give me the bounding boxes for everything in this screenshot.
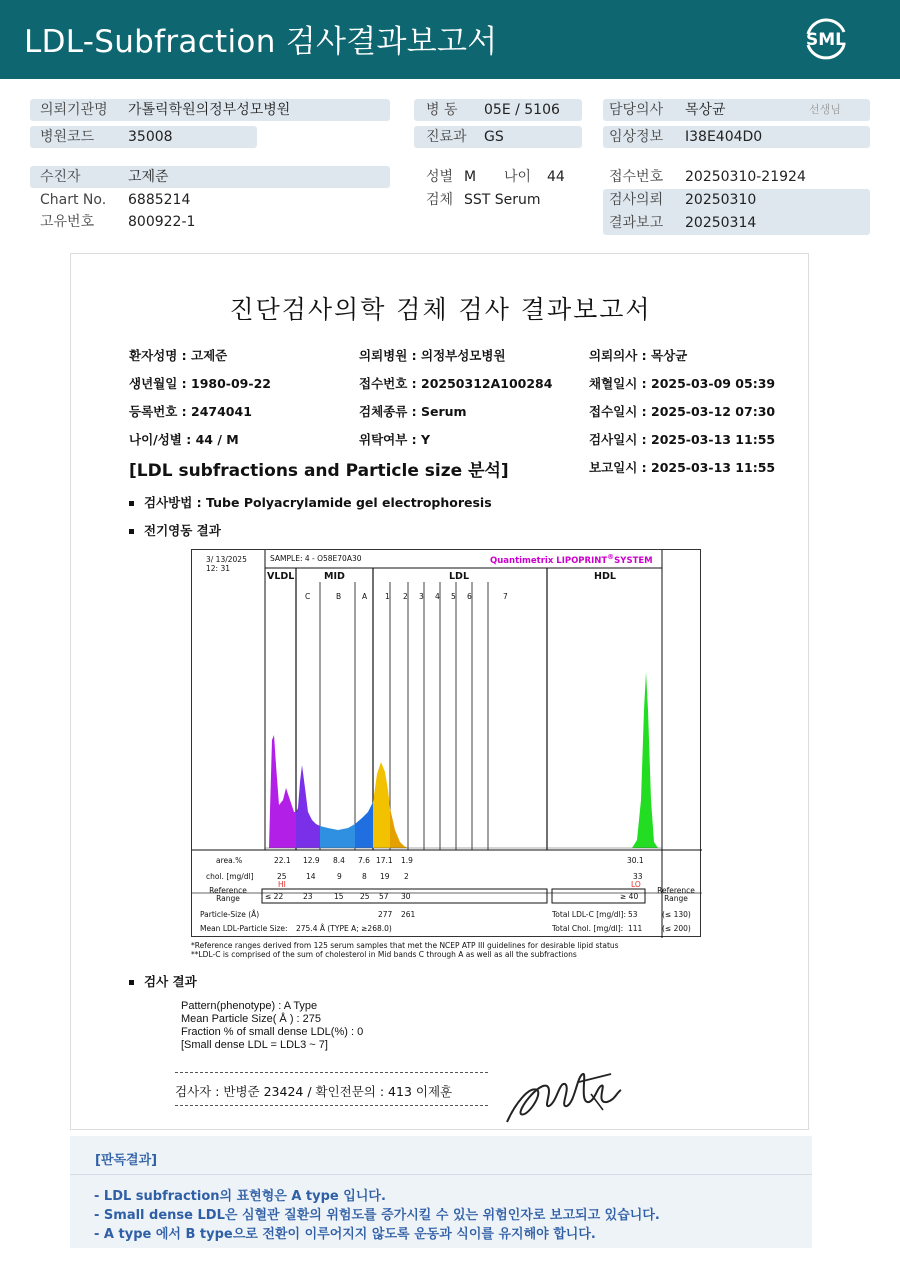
ref-value: 25 bbox=[360, 892, 370, 901]
judgement-title: [판독결과] bbox=[95, 1153, 158, 1168]
total-chol-label: Total Chol. [mg/dl]: bbox=[552, 924, 624, 933]
sex-value: M bbox=[464, 169, 477, 185]
hospital-code-row bbox=[30, 126, 257, 148]
chart-value: 6885214 bbox=[128, 192, 191, 208]
area-value: 22.1 bbox=[274, 856, 291, 865]
clinical-value: I38E404D0 bbox=[685, 129, 763, 145]
band-label: 7 bbox=[503, 592, 508, 601]
group-mid: MID bbox=[324, 571, 345, 582]
ref-value: 30 bbox=[401, 892, 411, 901]
age-label: 나이 bbox=[504, 169, 532, 185]
particle-value: 261 bbox=[401, 910, 416, 919]
chol-value: 25 bbox=[277, 872, 287, 881]
result-line: Pattern(phenotype) : A Type bbox=[181, 1000, 318, 1012]
judgement-item: - A type 에서 B type으로 전환이 이루어지지 않도록 운동과 식이를 유지해야 합니다. bbox=[94, 1227, 596, 1242]
chart-row bbox=[30, 189, 390, 211]
report-title: 진단검사의학 검체 검사 결과보고서 bbox=[229, 295, 652, 324]
patient-value: 고제준 bbox=[128, 169, 169, 185]
field-spec: 검체종류 : Serum bbox=[359, 404, 467, 419]
area-value: 12.9 bbox=[303, 856, 320, 865]
divider bbox=[175, 1105, 488, 1106]
report-label: 결과보고 bbox=[609, 215, 664, 231]
report-paper bbox=[70, 253, 809, 1130]
area-value: 1.9 bbox=[401, 856, 413, 865]
sex-label: 성별 bbox=[426, 169, 454, 185]
area-value: 7.6 bbox=[358, 856, 370, 865]
receipt-label: 접수번호 bbox=[609, 169, 664, 185]
sex-age-row bbox=[414, 166, 594, 188]
ref-value: 57 bbox=[379, 892, 389, 901]
signature-line: 검사자 : 반병준 23424 / 확인전문의 : 413 이제훈 bbox=[175, 1084, 453, 1099]
dept-value: GS bbox=[484, 129, 504, 145]
dept-row bbox=[414, 126, 582, 148]
logo-text: SML bbox=[806, 30, 846, 50]
doctor-label: 담당의사 bbox=[609, 102, 664, 118]
ref-value: ≤ 22 bbox=[265, 892, 284, 901]
fig-brand-reg: ® bbox=[607, 553, 615, 561]
clinical-label: 임상정보 bbox=[609, 129, 664, 145]
result-line: Fraction % of small dense LDL(%) : 0 bbox=[181, 1026, 364, 1038]
hospital-code-value: 35008 bbox=[128, 129, 173, 145]
chart-label: Chart No. bbox=[40, 192, 107, 208]
total-ldl-label: Total LDL-C [mg/dl]: bbox=[552, 910, 627, 919]
chol-value: 19 bbox=[380, 872, 390, 881]
chol-hdl: 33 bbox=[633, 872, 643, 881]
age-value: 44 bbox=[547, 169, 565, 185]
request-value: 20250310 bbox=[685, 192, 757, 208]
chol-value: 9 bbox=[337, 872, 342, 881]
field-name: 환자성명 : 고제준 bbox=[129, 348, 228, 363]
chol-flag-lo: LO bbox=[631, 880, 641, 889]
total-ldl-ref: (≤ 130) bbox=[662, 910, 691, 919]
total-chol-value: 111 bbox=[628, 924, 643, 933]
total-ldl-value: 53 bbox=[628, 910, 638, 919]
doctor-suffix: 선생님 bbox=[809, 103, 841, 116]
method-bullet bbox=[129, 493, 492, 511]
field-draw: 채혈일시 : 2025-03-09 05:39 bbox=[589, 376, 776, 391]
judgement-item: - Small dense LDL은 심혈관 질환의 위험도를 증가시킬 수 있는 위험인자로 보고되고 있습니다. bbox=[94, 1208, 660, 1223]
footnote-2: **LDL-C is comprised of the sum of cholesterol in Mid bands C through A as well as all the subfractions bbox=[191, 950, 577, 959]
electro-title: 전기영동 결과 bbox=[144, 523, 221, 538]
specimen-value: SST Serum bbox=[464, 192, 541, 208]
result-line: [Small dense LDL = LDL3 ~ 7] bbox=[181, 1039, 328, 1051]
group-hdl: HDL bbox=[594, 571, 616, 582]
fig-brand-name: Quantimetrix LIPOPRINT bbox=[490, 555, 608, 566]
particle-value: 277 bbox=[378, 910, 393, 919]
signature-image bbox=[499, 1064, 629, 1129]
patient-label: 수진자 bbox=[40, 169, 81, 185]
particle-label: Particle-Size (Å) bbox=[200, 910, 260, 919]
result-title: 검사 결과 bbox=[144, 974, 197, 989]
clinical-row bbox=[603, 126, 870, 148]
field-reg: 등록번호 : 2474041 bbox=[129, 404, 252, 419]
chol-label: chol. [mg/dl] bbox=[206, 872, 254, 881]
unique-row bbox=[30, 211, 390, 233]
band-label: A bbox=[362, 592, 368, 601]
band-label: 2 bbox=[403, 592, 408, 601]
doctor-row bbox=[603, 99, 870, 121]
institution-row bbox=[30, 99, 390, 121]
field-recv: 접수일시 : 2025-03-12 07:30 bbox=[589, 404, 776, 419]
band-label: 5 bbox=[451, 592, 456, 601]
unique-value: 800922-1 bbox=[128, 214, 196, 230]
field-consign: 위탁여부 : Y bbox=[359, 432, 431, 447]
mean-value: 275.4 Å (TYPE A; ≥268.0) bbox=[296, 924, 392, 933]
field-dob: 생년월일 : 1980-09-22 bbox=[129, 376, 271, 391]
receipt-value: 20250310-21924 bbox=[685, 169, 806, 185]
band-label: 6 bbox=[467, 592, 472, 601]
area-label: area.% bbox=[216, 856, 243, 865]
field-rep: 보고일시 : 2025-03-13 11:55 bbox=[589, 460, 776, 475]
sml-logo-icon bbox=[800, 12, 852, 64]
field-doctor: 의뢰의사 : 목상균 bbox=[589, 348, 688, 363]
divider bbox=[175, 1072, 488, 1073]
band-label: 3 bbox=[419, 592, 424, 601]
chol-value: 14 bbox=[306, 872, 316, 881]
request-report-row bbox=[603, 189, 870, 235]
section-title: [LDL subfractions and Particle size 분석] bbox=[129, 461, 509, 481]
specimen-row bbox=[414, 189, 594, 211]
group-vldl: VLDL bbox=[267, 571, 295, 582]
header-bar bbox=[0, 0, 900, 79]
ref-value: 23 bbox=[303, 892, 313, 901]
area-value: 17.1 bbox=[376, 856, 393, 865]
judgement-item: - LDL subfraction의 표현형은 A type 입니다. bbox=[94, 1189, 386, 1204]
doctor-value: 목상균 bbox=[685, 102, 726, 118]
field-test: 검사일시 : 2025-03-13 11:55 bbox=[589, 432, 776, 447]
method-text: 검사방법 : Tube Polyacrylamide gel electrophoresis bbox=[144, 495, 492, 510]
ref-hdl: ≥ 40 bbox=[620, 892, 639, 901]
footnote-1: *Reference ranges derived from 125 serum samples that met the NCEP ATP III guidelines for desirable lipid status bbox=[191, 941, 619, 950]
fig-brand-tail: SYSTEM bbox=[614, 555, 653, 566]
group-ldl: LDL bbox=[449, 571, 469, 582]
ref-label: Reference Range bbox=[209, 886, 247, 903]
chol-flag-hi: HI bbox=[278, 880, 286, 889]
report-value: 20250314 bbox=[685, 215, 757, 231]
band-label: B bbox=[336, 592, 342, 601]
page-title: LDL-Subfraction 검사결과보고서 bbox=[24, 24, 498, 60]
judgement-box bbox=[70, 1136, 812, 1248]
receipt-row bbox=[603, 166, 870, 188]
request-label: 검사의뢰 bbox=[609, 192, 664, 208]
specimen-label: 검체 bbox=[426, 192, 454, 208]
field-receipt: 접수번호 : 20250312A100284 bbox=[359, 376, 553, 391]
hospital-code-label: 병원코드 bbox=[40, 129, 95, 145]
chol-value: 2 bbox=[404, 872, 409, 881]
institution-label: 의뢰기관명 bbox=[40, 102, 108, 118]
band-label: 4 bbox=[435, 592, 440, 601]
fig-sample: SAMPLE: 4 - O58E70A30 bbox=[270, 554, 362, 563]
ward-row bbox=[414, 99, 582, 121]
band-label: 1 bbox=[385, 592, 390, 601]
ref-value: 15 bbox=[334, 892, 344, 901]
electropherogram bbox=[192, 550, 702, 938]
fig-date: 3/ 13/2025 bbox=[206, 555, 247, 564]
fig-time: 12: 31 bbox=[206, 564, 230, 573]
area-value: 8.4 bbox=[333, 856, 345, 865]
electrophoresis-figure bbox=[191, 549, 701, 937]
electro-bullet bbox=[129, 521, 221, 539]
institution-value: 가톨릭학원의정부성모병원 bbox=[128, 102, 291, 118]
ward-label: 병 동 bbox=[426, 102, 458, 118]
ward-value: 05E / 5106 bbox=[484, 102, 560, 118]
dept-label: 진료과 bbox=[426, 129, 467, 145]
judgement-divider bbox=[70, 1174, 812, 1175]
area-hdl: 30.1 bbox=[627, 856, 644, 865]
patient-row bbox=[30, 166, 390, 188]
mean-label: Mean LDL-Particle Size: bbox=[200, 924, 288, 933]
field-hospital: 의뢰병원 : 의정부성모병원 bbox=[359, 348, 506, 363]
band-label: C bbox=[305, 592, 311, 601]
result-bullet bbox=[129, 972, 197, 990]
ref-right-label: Reference Range bbox=[657, 886, 695, 903]
total-chol-ref: (≤ 200) bbox=[662, 924, 691, 933]
fig-brand bbox=[490, 553, 653, 566]
field-agesex: 나이/성별 : 44 / M bbox=[129, 432, 239, 447]
chol-value: 8 bbox=[362, 872, 367, 881]
unique-label: 고유번호 bbox=[40, 214, 95, 230]
result-line: Mean Particle Size( Å ) : 275 bbox=[181, 1013, 322, 1025]
